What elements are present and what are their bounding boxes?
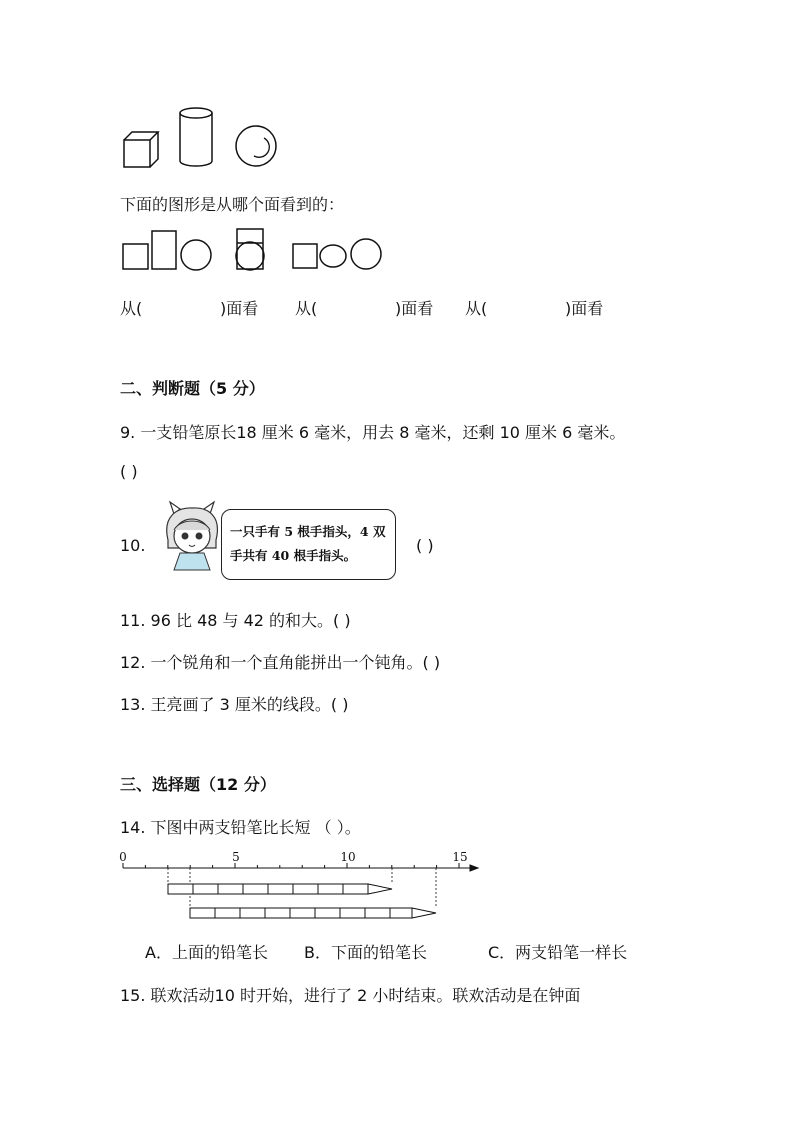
q8-answer-3-suffix: )面看 bbox=[565, 299, 604, 318]
q14-text: 14. 下图中两支铅笔比长短 （ ）。 bbox=[120, 818, 361, 837]
q8-answer-1-prefix: 从( bbox=[120, 299, 143, 318]
section3-title: 三、选择题（12 分） bbox=[120, 775, 276, 794]
q14-option-a: A．上面的铅笔长 bbox=[145, 943, 268, 962]
ruler-pencils-figure bbox=[118, 846, 488, 926]
q9-blank: ( ) bbox=[120, 462, 138, 481]
q14-option-b: B．下面的铅笔长 bbox=[304, 943, 427, 962]
sphere-figure bbox=[234, 124, 280, 168]
ruler-label-10: 10 bbox=[340, 850, 356, 864]
view-figure-1 bbox=[122, 230, 214, 272]
q11-text: 11. 96 比 48 与 42 的和大。( ) bbox=[120, 611, 351, 630]
view-figure-3 bbox=[292, 236, 384, 272]
view-figure-2 bbox=[233, 228, 269, 272]
ruler-label-15: 15 bbox=[452, 850, 468, 864]
q13-text: 13. 王亮画了 3 厘米的线段。( ) bbox=[120, 695, 349, 714]
q8-answer-2-suffix: )面看 bbox=[395, 299, 434, 318]
speech-bubble bbox=[221, 509, 396, 580]
cube-figure bbox=[122, 130, 162, 170]
cylinder-figure bbox=[178, 106, 214, 168]
q12-text: 12. 一个锐角和一个直角能拼出一个钝角。( ) bbox=[120, 653, 441, 672]
bubble-line-1: 一只手有 5 根手指头，4 双 bbox=[230, 524, 386, 539]
girl-illustration bbox=[160, 500, 224, 572]
q14-option-c: C．两支铅笔一样长 bbox=[488, 943, 628, 962]
q8-answer-2-prefix: 从( bbox=[295, 299, 318, 318]
q9-text: 9. 一支铅笔原长18 厘米 6 毫米，用去 8 毫米，还剩 10 厘米 6 毫米。 bbox=[120, 423, 626, 442]
q10-number: 10. bbox=[120, 536, 146, 555]
q15-text: 15. 联欢活动10 时开始，进行了 2 小时结束。联欢活动是在钟面 bbox=[120, 986, 581, 1005]
ruler-label-0: 0 bbox=[119, 850, 127, 864]
q10-blank: ( ) bbox=[416, 536, 434, 555]
ruler-label-5: 5 bbox=[232, 850, 240, 864]
q8-prompt: 下面的图形是从哪个面看到的： bbox=[120, 195, 345, 214]
q8-answer-1-suffix: )面看 bbox=[220, 299, 259, 318]
section2-title: 二、判断题（5 分） bbox=[120, 379, 265, 398]
q8-answer-3-prefix: 从( bbox=[465, 299, 488, 318]
bubble-line-2: 手共有 40 根手指头。 bbox=[230, 548, 357, 563]
